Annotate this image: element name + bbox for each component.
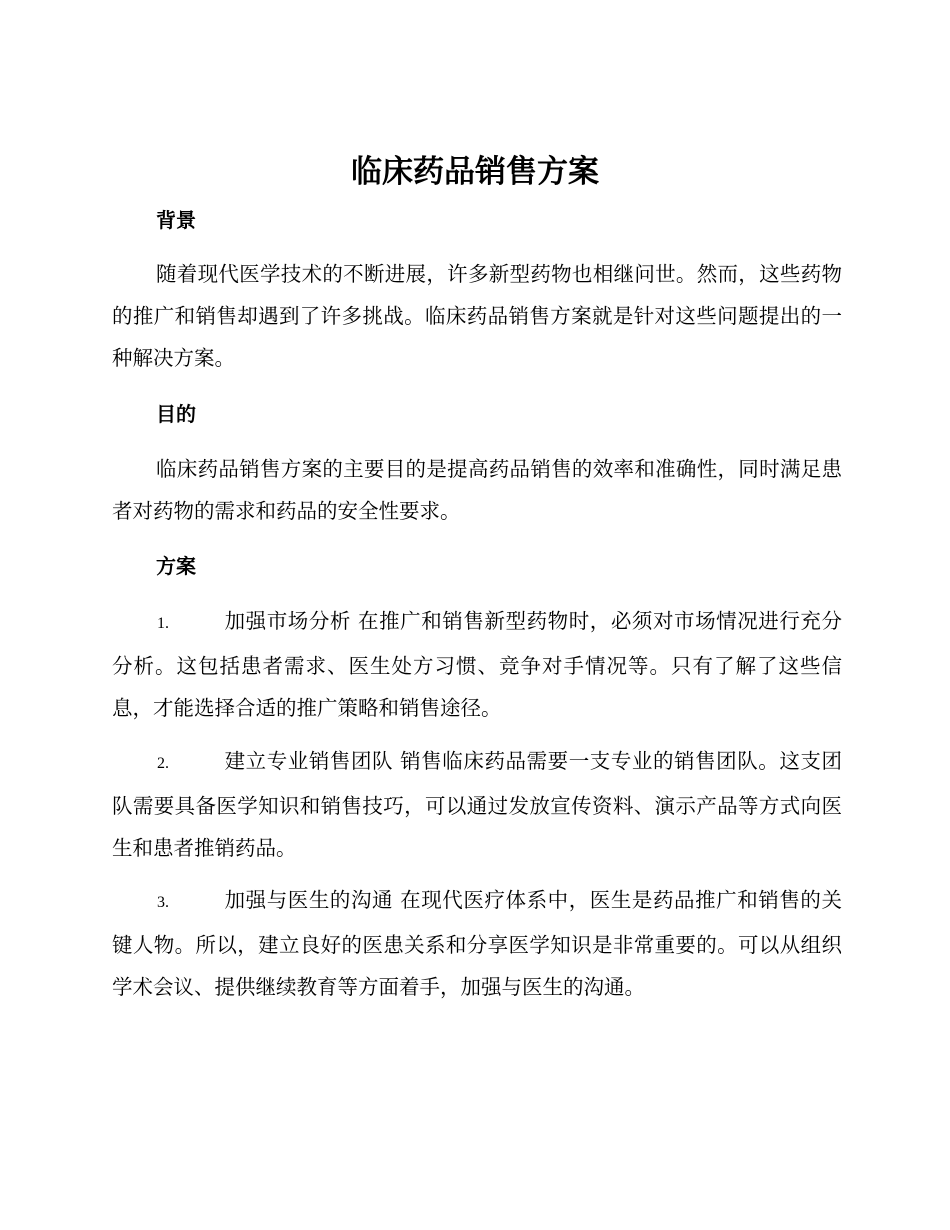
list-item-text: 建立专业销售团队 销售临床药品需要一支专业的销售团队。这支团队需要具备医学知识和销售技巧，可以通过发放宣传资料、演示产品等方式向医生和患者推销药品。 — [112, 749, 842, 860]
section-heading-plan: 方案 — [156, 554, 196, 578]
list-item — [112, 740, 842, 869]
document-title: 临床药品销售方案 — [351, 154, 599, 190]
list-number: 3. — [157, 894, 169, 911]
section-heading-background: 背景 — [156, 208, 196, 232]
list-item-text: 加强与医生的沟通 在现代医疗体系中，医生是药品推广和销售的关键人物。所以，建立良好的医患关系和分享医学知识是非常重要的。可以从组织学术会议、提供继续教育等方面着手，加强与医生的沟通。 — [112, 888, 842, 999]
list-item-text: 加强市场分析 在推广和销售新型药物时，必须对市场情况进行充分分析。这包括患者需求、医生处方习惯、竞争对手情况等。只有了解了这些信息，才能选择合适的推广策略和销售途径。 — [112, 609, 842, 720]
list-item — [112, 879, 842, 1008]
purpose-paragraph: 临床药品销售方案的主要目的是提高药品销售的效率和准确性，同时满足患者对药物的需求和药品的安全性要求。 — [112, 457, 842, 523]
section-heading-purpose: 目的 — [156, 402, 196, 426]
background-paragraph: 随着现代医学技术的不断进展，许多新型药物也相继问世。然而，这些药物的推广和销售却遇到了许多挑战。临床药品销售方案就是针对这些问题提出的一种解决方案。 — [112, 262, 842, 370]
list-number: 2. — [157, 755, 169, 772]
list-number: 1. — [157, 615, 169, 632]
list-item — [112, 600, 842, 729]
